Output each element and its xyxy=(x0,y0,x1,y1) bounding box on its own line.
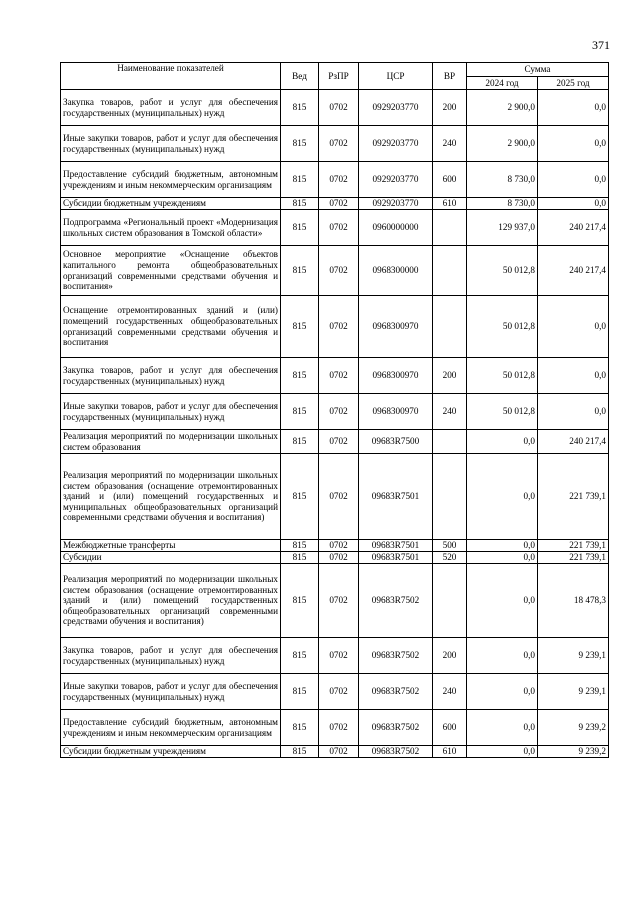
row-csr: 0968300970 xyxy=(359,358,433,394)
row-rzpr: 0702 xyxy=(319,162,359,198)
row-ved: 815 xyxy=(281,394,319,430)
row-sum-2025: 0,0 xyxy=(538,162,609,198)
row-ved: 815 xyxy=(281,638,319,674)
row-vr: 240 xyxy=(433,674,467,710)
header-year-2024: 2024 год xyxy=(467,77,538,90)
row-ved: 815 xyxy=(281,90,319,126)
row-csr: 09683R7501 xyxy=(359,552,433,564)
row-name: Реализация мероприятий по модернизации школьных систем образования (оснащение отремонтированных зданий и (или) помещений государственных общеобразовательных организаций современными средствами обучения и воспитания) xyxy=(61,564,281,638)
row-sum-2025: 221 739,1 xyxy=(538,552,609,564)
row-sum-2025: 0,0 xyxy=(538,296,609,358)
row-sum-2024: 0,0 xyxy=(467,710,538,746)
table-row xyxy=(61,246,609,296)
row-rzpr: 0702 xyxy=(319,198,359,210)
table-row xyxy=(61,358,609,394)
row-ved: 815 xyxy=(281,246,319,296)
row-vr xyxy=(433,210,467,246)
row-name: Субсидии бюджетным учреждениям xyxy=(61,746,281,758)
row-rzpr: 0702 xyxy=(319,296,359,358)
row-ved: 815 xyxy=(281,162,319,198)
table-row xyxy=(61,564,609,638)
row-rzpr: 0702 xyxy=(319,674,359,710)
row-rzpr: 0702 xyxy=(319,710,359,746)
table-row xyxy=(61,710,609,746)
row-ved: 815 xyxy=(281,430,319,454)
row-ved: 815 xyxy=(281,564,319,638)
row-rzpr: 0702 xyxy=(319,246,359,296)
row-sum-2024: 129 937,0 xyxy=(467,210,538,246)
row-name: Подпрограмма «Региональный проект «Модернизация школьных систем образования в Томской области» xyxy=(61,210,281,246)
table-header xyxy=(61,63,609,90)
header-rzpr: РзПР xyxy=(319,63,359,90)
row-sum-2024: 2 900,0 xyxy=(467,126,538,162)
row-sum-2025: 240 217,4 xyxy=(538,430,609,454)
budget-table xyxy=(60,62,609,758)
row-name: Субсидии xyxy=(61,552,281,564)
row-csr: 0929203770 xyxy=(359,90,433,126)
row-vr: 520 xyxy=(433,552,467,564)
row-csr: 0929203770 xyxy=(359,126,433,162)
row-sum-2025: 18 478,3 xyxy=(538,564,609,638)
row-ved: 815 xyxy=(281,296,319,358)
table-row xyxy=(61,746,609,758)
row-rzpr: 0702 xyxy=(319,430,359,454)
table-row xyxy=(61,552,609,564)
row-ved: 815 xyxy=(281,710,319,746)
row-sum-2025: 9 239,2 xyxy=(538,746,609,758)
row-vr: 610 xyxy=(433,198,467,210)
row-vr: 240 xyxy=(433,394,467,430)
table-row xyxy=(61,454,609,540)
row-sum-2025: 0,0 xyxy=(538,358,609,394)
row-csr: 09683R7501 xyxy=(359,540,433,552)
row-vr: 200 xyxy=(433,358,467,394)
row-vr xyxy=(433,246,467,296)
row-csr: 09683R7501 xyxy=(359,454,433,540)
row-sum-2024: 0,0 xyxy=(467,638,538,674)
table-row xyxy=(61,540,609,552)
table-row xyxy=(61,198,609,210)
table-row xyxy=(61,430,609,454)
row-sum-2025: 0,0 xyxy=(538,126,609,162)
table-row xyxy=(61,674,609,710)
row-name: Предоставление субсидий бюджетным, автономным учреждениям и иным некоммерческим организациям xyxy=(61,710,281,746)
row-sum-2024: 50 012,8 xyxy=(467,246,538,296)
row-rzpr: 0702 xyxy=(319,126,359,162)
row-sum-2025: 240 217,4 xyxy=(538,210,609,246)
row-name: Закупка товаров, работ и услуг для обеспечения государственных (муниципальных) нужд xyxy=(61,358,281,394)
row-sum-2024: 8 730,0 xyxy=(467,198,538,210)
row-vr: 500 xyxy=(433,540,467,552)
row-sum-2025: 0,0 xyxy=(538,394,609,430)
row-vr: 200 xyxy=(433,638,467,674)
row-sum-2025: 221 739,1 xyxy=(538,540,609,552)
header-year-2025: 2025 год xyxy=(538,77,609,90)
row-csr: 09683R7502 xyxy=(359,710,433,746)
row-name: Субсидии бюджетным учреждениям xyxy=(61,198,281,210)
row-vr xyxy=(433,296,467,358)
row-name: Закупка товаров, работ и услуг для обеспечения государственных (муниципальных) нужд xyxy=(61,638,281,674)
row-rzpr: 0702 xyxy=(319,638,359,674)
row-ved: 815 xyxy=(281,358,319,394)
row-sum-2024: 0,0 xyxy=(467,564,538,638)
row-rzpr: 0702 xyxy=(319,394,359,430)
table-body xyxy=(61,90,609,758)
row-sum-2025: 240 217,4 xyxy=(538,246,609,296)
row-csr: 0968300970 xyxy=(359,296,433,358)
table-row xyxy=(61,394,609,430)
row-csr: 0929203770 xyxy=(359,198,433,210)
row-name: Закупка товаров, работ и услуг для обеспечения государственных (муниципальных) нужд xyxy=(61,90,281,126)
row-sum-2024: 0,0 xyxy=(467,746,538,758)
row-vr: 610 xyxy=(433,746,467,758)
row-sum-2025: 0,0 xyxy=(538,90,609,126)
row-sum-2024: 0,0 xyxy=(467,552,538,564)
table-row xyxy=(61,126,609,162)
table-row xyxy=(61,210,609,246)
row-rzpr: 0702 xyxy=(319,746,359,758)
row-csr: 09683R7502 xyxy=(359,746,433,758)
row-sum-2025: 9 239,1 xyxy=(538,674,609,710)
row-name: Иные закупки товаров, работ и услуг для обеспечения государственных (муниципальных) нужд xyxy=(61,674,281,710)
row-name: Реализация мероприятий по модернизации школьных систем образования (оснащение отремонтированных зданий и (или) помещений государственных и муниципальных общеобразовательных организаций современными средствами обучения и воспитания) xyxy=(61,454,281,540)
row-sum-2024: 0,0 xyxy=(467,430,538,454)
page-number: 371 xyxy=(592,38,610,52)
row-ved: 815 xyxy=(281,552,319,564)
row-ved: 815 xyxy=(281,210,319,246)
row-name: Оснащение отремонтированных зданий и (или) помещений государственных общеобразовательных организаций современными средствами обучения и воспитания xyxy=(61,296,281,358)
row-vr: 240 xyxy=(433,126,467,162)
row-vr xyxy=(433,564,467,638)
row-csr: 0968300970 xyxy=(359,394,433,430)
row-rzpr: 0702 xyxy=(319,540,359,552)
row-csr: 0968300000 xyxy=(359,246,433,296)
row-rzpr: 0702 xyxy=(319,454,359,540)
row-vr: 600 xyxy=(433,710,467,746)
row-csr: 09683R7500 xyxy=(359,430,433,454)
row-name: Иные закупки товаров, работ и услуг для обеспечения государственных (муниципальных) нужд xyxy=(61,126,281,162)
row-sum-2024: 50 012,8 xyxy=(467,358,538,394)
header-vr: ВР xyxy=(433,63,467,90)
row-rzpr: 0702 xyxy=(319,90,359,126)
row-ved: 815 xyxy=(281,746,319,758)
row-sum-2024: 2 900,0 xyxy=(467,90,538,126)
row-vr: 600 xyxy=(433,162,467,198)
row-vr: 200 xyxy=(433,90,467,126)
table-row xyxy=(61,162,609,198)
row-sum-2024: 50 012,8 xyxy=(467,394,538,430)
table-row xyxy=(61,638,609,674)
row-ved: 815 xyxy=(281,126,319,162)
row-rzpr: 0702 xyxy=(319,552,359,564)
row-ved: 815 xyxy=(281,454,319,540)
row-vr xyxy=(433,430,467,454)
row-rzpr: 0702 xyxy=(319,564,359,638)
header-ved: Вед xyxy=(281,63,319,90)
row-sum-2024: 0,0 xyxy=(467,674,538,710)
row-sum-2024: 50 012,8 xyxy=(467,296,538,358)
header-name: Наименование показателей xyxy=(61,63,281,90)
row-csr: 0929203770 xyxy=(359,162,433,198)
table-row xyxy=(61,296,609,358)
row-ved: 815 xyxy=(281,674,319,710)
table-row xyxy=(61,90,609,126)
row-vr xyxy=(433,454,467,540)
row-csr: 09683R7502 xyxy=(359,674,433,710)
row-sum-2024: 8 730,0 xyxy=(467,162,538,198)
row-name: Межбюджетные трансферты xyxy=(61,540,281,552)
row-csr: 0960000000 xyxy=(359,210,433,246)
row-ved: 815 xyxy=(281,198,319,210)
row-sum-2024: 0,0 xyxy=(467,454,538,540)
row-rzpr: 0702 xyxy=(319,358,359,394)
row-name: Предоставление субсидий бюджетным, автономным учреждениям и иным некоммерческим организациям xyxy=(61,162,281,198)
row-sum-2025: 221 739,1 xyxy=(538,454,609,540)
row-ved: 815 xyxy=(281,540,319,552)
row-sum-2024: 0,0 xyxy=(467,540,538,552)
row-name: Иные закупки товаров, работ и услуг для обеспечения государственных (муниципальных) нужд xyxy=(61,394,281,430)
row-name: Основное мероприятие «Оснащение объектов капитального ремонта общеобразовательных организаций современными средствами обучения и воспитания» xyxy=(61,246,281,296)
row-rzpr: 0702 xyxy=(319,210,359,246)
row-csr: 09683R7502 xyxy=(359,638,433,674)
header-csr: ЦСР xyxy=(359,63,433,90)
row-name: Реализация мероприятий по модернизации школьных систем образования xyxy=(61,430,281,454)
row-sum-2025: 0,0 xyxy=(538,198,609,210)
header-sum: Сумма xyxy=(467,63,609,77)
row-sum-2025: 9 239,2 xyxy=(538,710,609,746)
row-sum-2025: 9 239,1 xyxy=(538,638,609,674)
row-csr: 09683R7502 xyxy=(359,564,433,638)
